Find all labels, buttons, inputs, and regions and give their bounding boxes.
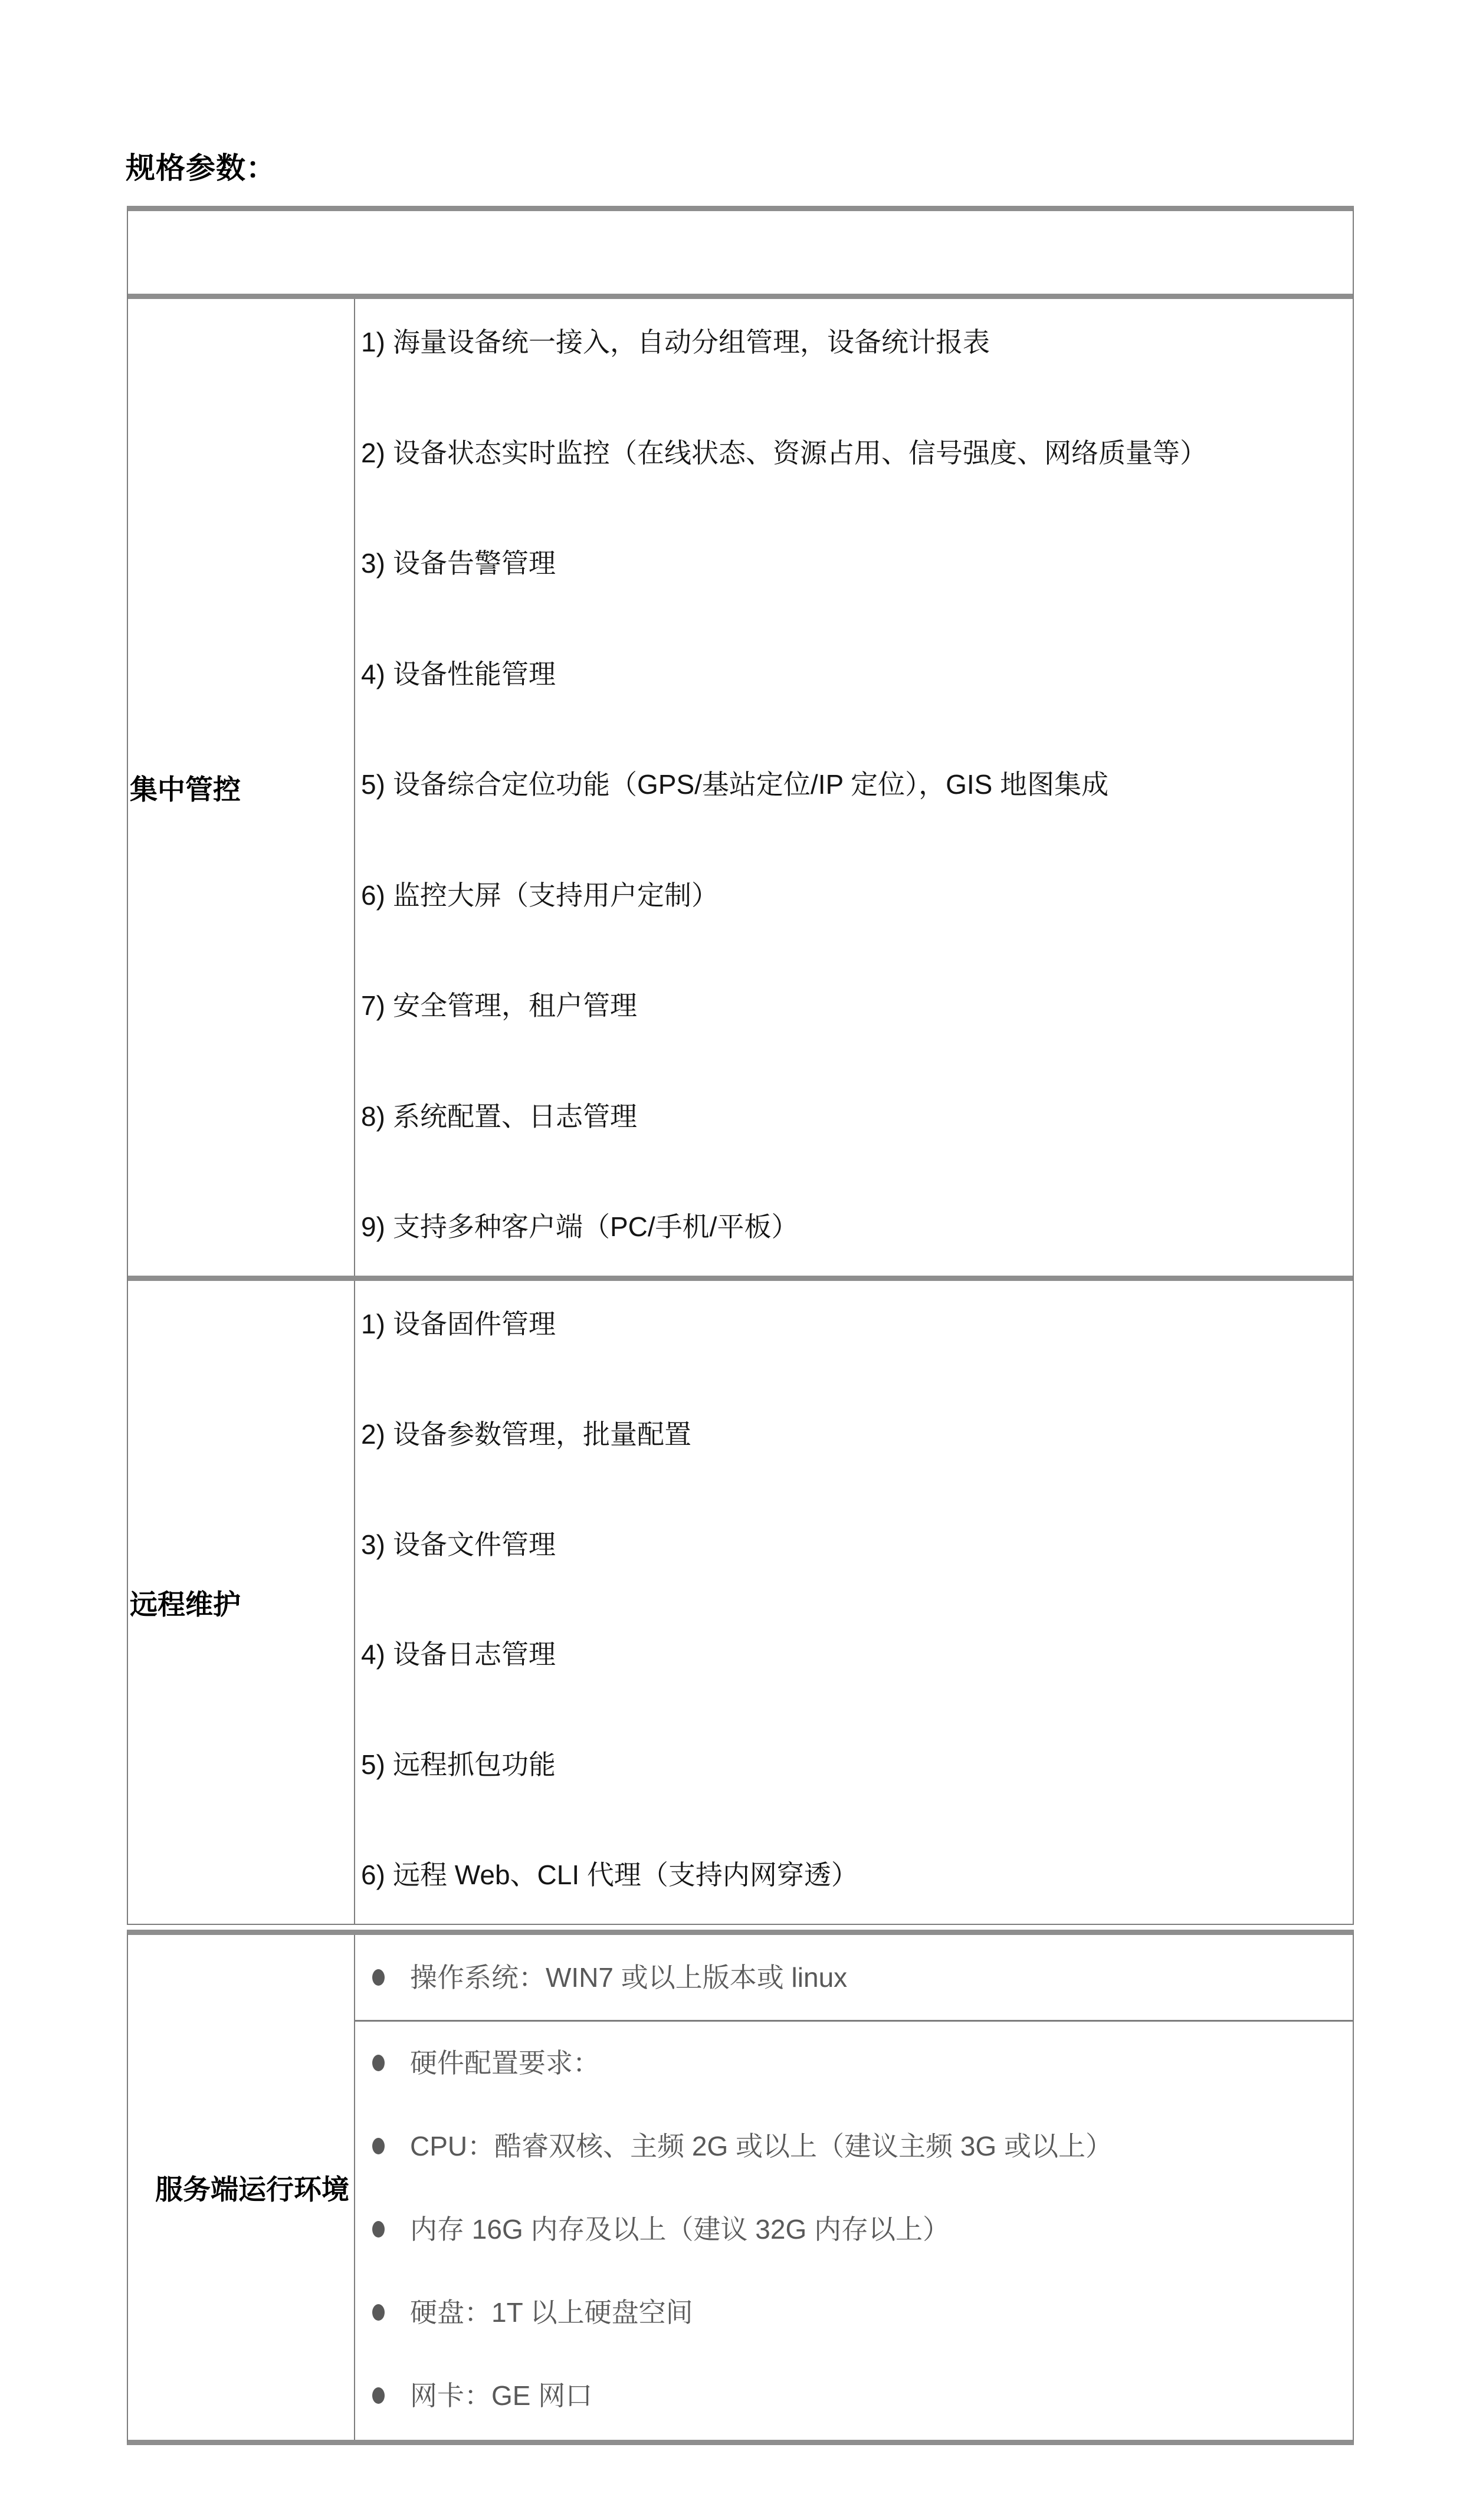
item-text: 设备日志管理 — [393, 1639, 556, 1670]
env-row-hardware — [355, 2022, 1353, 2440]
item-text: 系统配置、日志管理 — [393, 1100, 637, 1132]
env-row-os — [355, 1935, 1353, 2022]
item-text: 设备状态实时监控（在线状态、资源占用、信号强度、网络质量等） — [393, 437, 1207, 468]
section-label-cell — [128, 299, 355, 1276]
spec-item — [361, 326, 1341, 358]
spec-item — [361, 1100, 1341, 1132]
item-number: 5) — [361, 769, 385, 800]
bullet-icon — [372, 2304, 385, 2321]
env-item-text: 内存 16G 内存及以上（建议 32G 内存以上） — [410, 2214, 950, 2245]
section-label-server-env: 服务端运行环境 — [155, 2173, 349, 2205]
item-text: 远程 Web、CLI 代理（支持内网穿透） — [393, 1859, 858, 1890]
env-bullet-item — [355, 2130, 1353, 2162]
section-items-centralized-control — [355, 299, 1353, 1276]
item-text: 设备综合定位功能（GPS/基站定位/IP 定位），GIS 地图集成 — [393, 769, 1109, 800]
env-bullet-item — [355, 2296, 1353, 2328]
item-text: 设备参数管理，批量配置 — [393, 1418, 691, 1450]
bullet-icon — [372, 2221, 385, 2238]
bullet-icon — [372, 2387, 385, 2404]
section-remote-maintenance — [128, 1281, 1353, 1924]
item-text: 海量设备统一接入，自动分组管理，设备统计报表 — [393, 327, 990, 357]
env-item-text: 硬盘：1T 以上硬盘空间 — [410, 2297, 693, 2328]
item-text: 设备固件管理 — [393, 1309, 556, 1339]
item-number: 6) — [361, 1859, 385, 1890]
item-number: 4) — [361, 1639, 385, 1670]
item-text: 支持多种客户端（PC/手机/平板） — [393, 1211, 799, 1242]
item-text: 设备告警管理 — [393, 548, 556, 579]
spec-item — [361, 1418, 1341, 1450]
item-text: 设备性能管理 — [393, 658, 556, 689]
item-number: 1) — [361, 327, 385, 357]
env-bullet-item — [355, 2047, 1353, 2079]
item-number: 2) — [361, 1418, 385, 1450]
spec-item — [361, 1859, 1341, 1891]
env-item-text: CPU：酷睿双核、主频 2G 或以上（建议主频 3G 或以上） — [410, 2131, 1113, 2161]
env-bullet-item — [355, 2213, 1353, 2245]
spec-item — [361, 437, 1341, 469]
spec-item — [361, 1211, 1341, 1243]
env-label-cell — [128, 1935, 355, 2440]
bullet-icon — [372, 1969, 385, 1986]
item-number: 6) — [361, 879, 385, 911]
env-item-text: 网卡：GE 网口 — [410, 2380, 593, 2411]
item-number: 4) — [361, 658, 385, 689]
spec-item — [361, 1638, 1341, 1670]
bullet-icon — [372, 2055, 385, 2071]
section-label-cell — [128, 1281, 355, 1924]
item-text: 设备文件管理 — [393, 1529, 556, 1560]
spec-item — [361, 1529, 1341, 1560]
table-empty-header-row — [128, 211, 1353, 299]
item-text: 安全管理，租户管理 — [393, 990, 637, 1021]
spec-item — [361, 1308, 1341, 1340]
item-number: 1) — [361, 1309, 385, 1339]
spec-item — [361, 768, 1341, 800]
env-rows — [355, 1935, 1353, 2440]
page-title: 规格参数： — [126, 152, 276, 185]
item-number: 7) — [361, 990, 385, 1021]
spec-item — [361, 547, 1341, 579]
spec-item — [361, 990, 1341, 1021]
item-number: 9) — [361, 1211, 385, 1242]
section-label-remote-maintenance: 远程维护 — [130, 1588, 241, 1620]
item-number: 3) — [361, 1529, 385, 1560]
section-items-remote-maintenance — [355, 1281, 1353, 1924]
spec-item — [361, 879, 1341, 911]
env-bullet-item — [355, 2380, 1353, 2411]
item-text: 监控大屏（支持用户定制） — [393, 879, 719, 911]
item-number: 5) — [361, 1749, 385, 1780]
item-number: 8) — [361, 1100, 385, 1132]
item-text: 远程抓包功能 — [393, 1749, 556, 1780]
env-bullet-item — [355, 1962, 1353, 1993]
item-number: 3) — [361, 548, 385, 579]
spec-item — [361, 658, 1341, 690]
bullet-icon — [372, 2138, 385, 2154]
item-number: 2) — [361, 437, 385, 468]
env-item-text: 硬件配置要求： — [410, 2048, 600, 2078]
server-env-table — [127, 1930, 1354, 2445]
spec-item — [361, 1749, 1341, 1780]
env-item-text: 操作系统：WIN7 或以上版本或 linux — [410, 1962, 848, 1993]
spec-table — [127, 206, 1354, 1925]
section-centralized-control — [128, 299, 1353, 1281]
section-label-centralized-control: 集中管控 — [130, 773, 241, 805]
